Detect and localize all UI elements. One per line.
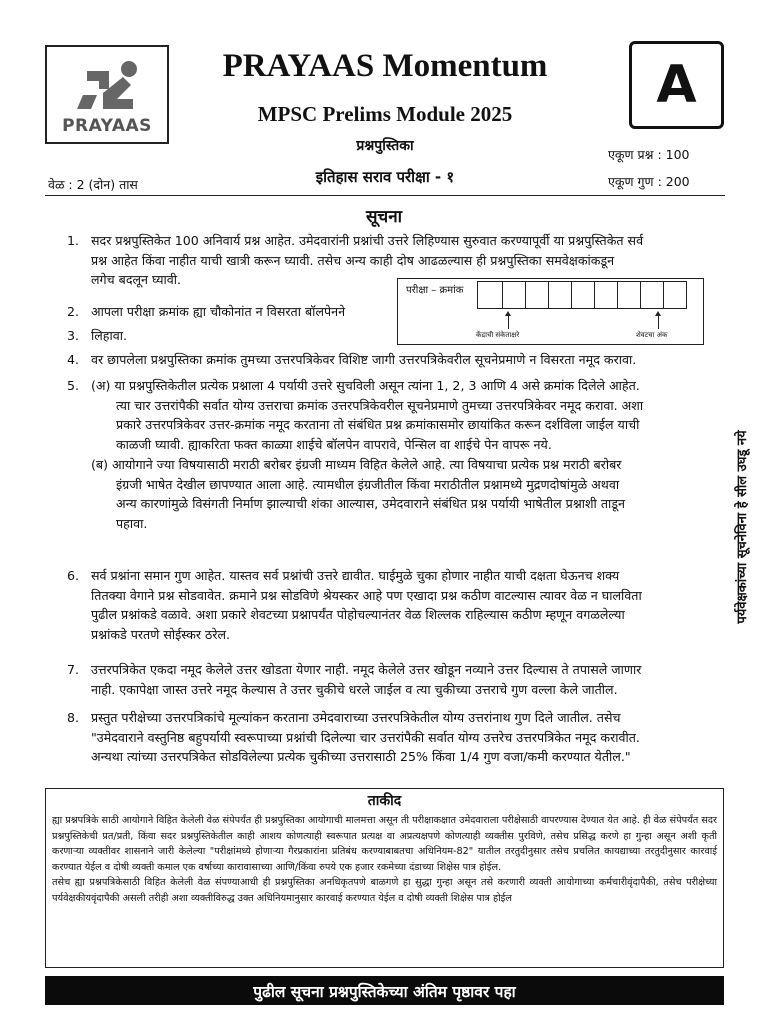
item-number: 4.	[67, 352, 80, 367]
instruction-8	[91, 708, 721, 767]
seal-side-note	[726, 372, 756, 682]
arrow-line	[508, 315, 509, 329]
instruction-line: इंग्रजी भाषेत देखील छापण्यात आला आहे. त्यामधील इंग्रजीतील किंवा मराठीतील प्रश्नामध्ये मुद्रणदोषांमुळे अथवा	[116, 476, 620, 492]
footer-banner: पुढील सूचना प्रश्नपुस्तिकेच्या अंतिम पृष्ठावर पहा	[45, 976, 724, 1005]
instruction-line: (ब) आयोगाने ज्या विषयासाठी मराठी बरोबर इंग्रजी माध्यम विहित केलेले आहे. त्या विषयाचा प्रत्येक प्रश्न मराठी बरोबर	[91, 456, 622, 472]
item-number: 7.	[67, 662, 80, 677]
roll-cell[interactable]	[571, 281, 595, 309]
instruction-3: लिहावा.	[91, 328, 128, 343]
warning-paragraph: तसेच ह्या प्रश्नपत्रिकेसाठी विहित केलेली वेळ संपण्याआधी ही प्रश्नपुस्तिका अनधिकृतपणे बाळगणे हा सुद्धा गुन्हा असून तसे करणारी व्यक्ती आयोगाच्या कर्मचारीवृंदापैकी, तसेच परीक्षेच्या पर्यवेक्षकीयवृंदापैकी असली तरीही अशा व्यक्तीविरुद्ध उक्त अधिनियमानुसार कारवाई करण्यात येईल व दोषी व्यक्ती शिक्षेस पात्र होईल	[52, 877, 717, 904]
roll-cell[interactable]	[477, 281, 503, 309]
instruction-line: तितक्या वेगाने प्रश्न सोडवावेत. क्रमाने प्रश्न सोडविणे श्रेयस्कर आहे पण एखादा प्रश्न कठीण वाटल्यास त्यावर वेळ न घालविता	[91, 587, 642, 603]
roll-cell[interactable]	[617, 281, 641, 309]
roll-number-box[interactable]	[397, 278, 704, 345]
module-subtitle: MPSC Prelims Module 2025	[257, 102, 513, 126]
booklet-label: प्रश्नपुस्तिका	[356, 138, 414, 154]
total-questions: एकूण प्रश्न : 100	[608, 147, 690, 162]
item-number: 1.	[67, 233, 80, 248]
exam-name: इतिहास सराव परीक्षा - १	[315, 168, 455, 186]
instructions-heading: सूचना	[365, 207, 403, 227]
instruction-line: पुढील प्रश्नांकडे वळावे. अशा प्रकारे शेवटच्या प्रश्नापर्यंत पोहोचल्यानंतर वेळ शिल्लक राहिल्यास कठीण म्हणून वगळलेल्या	[91, 607, 625, 623]
warning-box	[45, 788, 724, 968]
instruction-line: प्रश्न आहेत किंवा नाहीत याची खात्री करून घ्यावी. तसेच अन्य काही दोष आढळल्यास ही प्रश्नपुस्तिका समवेक्षकांकडून	[91, 252, 615, 268]
roll-number-label: परीक्षा – क्रमांक	[406, 285, 464, 296]
instruction-line: लगेच बदलून घ्यावी.	[91, 272, 182, 288]
roll-cell[interactable]	[502, 281, 526, 309]
center-code-caption: केंद्राची संकेताक्षरे	[476, 331, 520, 339]
logo-text: PRAYAAS	[62, 116, 152, 136]
seal-side-text: पर्यवेक्षकांच्या सूचनेविना हे सील उघडू नये	[735, 430, 750, 624]
instruction-line: "उमेदवाराने वस्तुनिष्ठ बहुपर्यायी स्वरूपाच्या प्रश्नांची दिलेल्या चार उत्तरांपैकी सर्वात योग्य उत्तरेच उत्तरपत्रिकेत नमूद करावीत.	[91, 729, 640, 745]
roll-cell[interactable]	[663, 281, 687, 309]
instruction-4: वर छापलेला प्रश्नपुस्तिका क्रमांक तुमच्या उत्तरपत्रिकेवर विशिष्ट जागी उत्तरपत्रिकेवरील सूचनेप्रमाणे न विसरता नमूद करावा.	[91, 352, 637, 367]
instruction-line: पहावा.	[116, 515, 148, 531]
instruction-7	[91, 660, 721, 699]
roll-cell[interactable]	[548, 281, 572, 309]
warning-body	[52, 813, 717, 907]
instruction-line: (अ) या प्रश्नपुस्तिकेतील प्रत्येक प्रश्नाला 4 पर्यायी उत्तरे सुचविली असून त्यांना 1, 2, 3 आणि 4 असे क्रमांक दिलेले आहेत.	[91, 378, 640, 393]
instruction-line: अन्य कारणांमुळे विसंगती निर्माण झाल्याची शंका आल्यास, उमेदवाराने संबंधित प्रश्न पर्यायी भाषेतील प्रश्नाशी ताडून	[116, 496, 625, 512]
item-number: 8.	[67, 710, 80, 725]
instruction-6	[91, 566, 711, 645]
runner-icon	[47, 51, 171, 121]
instruction-line: उत्तरपत्रिकेत एकदा नमूद केलेले उत्तर खोडता येणार नाही. नमूद केलेले उत्तर खोडून नव्याने उत्तर दिल्यास ते तपासले जाणार	[91, 662, 642, 677]
instruction-line: अन्यथा त्यांच्या उत्तरपत्रिकेत सोडविलेल्या प्रत्येक चुकीच्या उत्तरासाठी 25% किंवा 1/4 गुण वजा/कमी करण्यात येतील."	[91, 749, 631, 765]
instruction-line: काळजी घ्यावी. ह्याकरिता फक्त काळ्या शाईचे बॉलपेन वापरावे, पेन्सिल वा शाईचे पेन वापरू नये.	[116, 437, 552, 453]
item-number: 5.	[67, 378, 80, 393]
instruction-line: सर्व प्रश्नांना समान गुण आहेत. यास्तव सर्व प्रश्नांची उत्तरे द्यावीत. घाईमुळे चुका होणार नाहीत याची दक्षता घेऊनच शक्य	[91, 568, 620, 583]
instruction-5	[91, 376, 711, 534]
instruction-line: प्रश्नांकडे परतणे सोईस्कर ठरेल.	[91, 627, 231, 643]
instruction-line: नाही. एकापेक्षा जास्त उत्तरे नमूद केल्यास ते उत्तर चुकीचे धरले जाईल व त्या चुकीच्या उत्तराचे गुण वल्ला केले जातील.	[91, 681, 618, 697]
item-number: 2.	[67, 304, 80, 319]
roll-cell[interactable]	[525, 281, 549, 309]
total-marks: एकूण गुण : 200	[608, 174, 690, 189]
time-allowed: वेळ : 2 (दोन) तास	[48, 177, 138, 192]
instruction-2: आपला परीक्षा क्रमांक ह्या चौकोनांत न विसरता बॉलपेनने	[91, 304, 346, 319]
instruction-line: प्रस्तुत परीक्षेच्या उत्तरपत्रिकांचे मूल्यांकन करताना उमेदवाराच्या उत्तरपत्रिकेतील योग्य उत्तरांनाथ गुण दिले जातील. तसेच	[91, 710, 621, 725]
instruction-line: प्रकारे उत्तरपत्रिकेवर उत्तर-क्रमांक नमूद करताना तो संबंधित प्रश्न क्रमांकासमोर छायांकित करून दर्शविला जाईल याची	[116, 417, 640, 433]
arrow-line	[658, 315, 659, 329]
warning-paragraph: ह्या प्रश्नपत्रिके साठी आयोगाने विहित केलेली वेळ संपेपर्यंत ही प्रश्नपुस्तिका आयोगाची मालमत्ता असून ती परीक्षाकक्षात उमेदवाराला परीक्षेसाठी वापरण्यास देण्यात येत आहे. ही वेळ संपेपर्यंत सदर प्रश्नपुस्तिकेची प्रत/प्रती, किंवा सदर प्रश्नपुस्तिकेतील काही आशय कोणत्याही स्वरूपात प्रत्यक्ष वा अप्रत्यक्षपणे कोणत्याही व्यक्तीस पुरविणे, तसेच प्रसिद्ध करणे हा गुन्हा असून अशी कृती करणाऱ्या व्यक्तीवर शासनाने जारी केलेल्या "परीक्षांमध्ये होणाऱ्या गैरप्रकारांना प्रतिबंध करण्याबाबतचा अधिनियम-82" यातील तरतुदीनुसार तसेच प्रचलित कायद्याच्या तरतुदीनुसार कारवाई करण्यात येईल व दोषी व्यक्ती कमाल एक वर्षाच्या कारावासाच्या आणि/किंवा रुपये एक हजार रकमेच्या दंडाच्या शिक्षेस पात्र होईल.	[52, 815, 717, 873]
set-code-box: A	[629, 41, 724, 129]
roll-cell[interactable]	[594, 281, 618, 309]
prayaas-logo	[45, 45, 169, 144]
page-title: PRAYAAS Momentum	[222, 48, 548, 84]
last-digit-caption: शेवटचा अंक	[636, 331, 668, 339]
header-divider	[45, 195, 725, 196]
item-number: 6.	[67, 568, 80, 583]
item-number: 3.	[67, 328, 80, 343]
instruction-line: सदर प्रश्नपुस्तिकेत 100 अनिवार्य प्रश्न आहेत. उमेदवारांनी प्रश्नांची उत्तरे लिहिण्यास सुरुवात करण्यापूर्वी या प्रश्नपुस्तिकेत सर्व	[91, 233, 644, 248]
roll-number-cells[interactable]	[478, 281, 687, 309]
roll-cell[interactable]	[640, 281, 664, 309]
warning-title: ताकीद	[367, 793, 402, 809]
instruction-line: त्या चार उत्तरांपैकी सर्वात योग्य उत्तराचा क्रमांक उत्तरपत्रिकेवरील सूचनेप्रमाणे तुमच्या उत्तरपत्रिकेवर नमूद करावा. अशा	[116, 397, 644, 413]
